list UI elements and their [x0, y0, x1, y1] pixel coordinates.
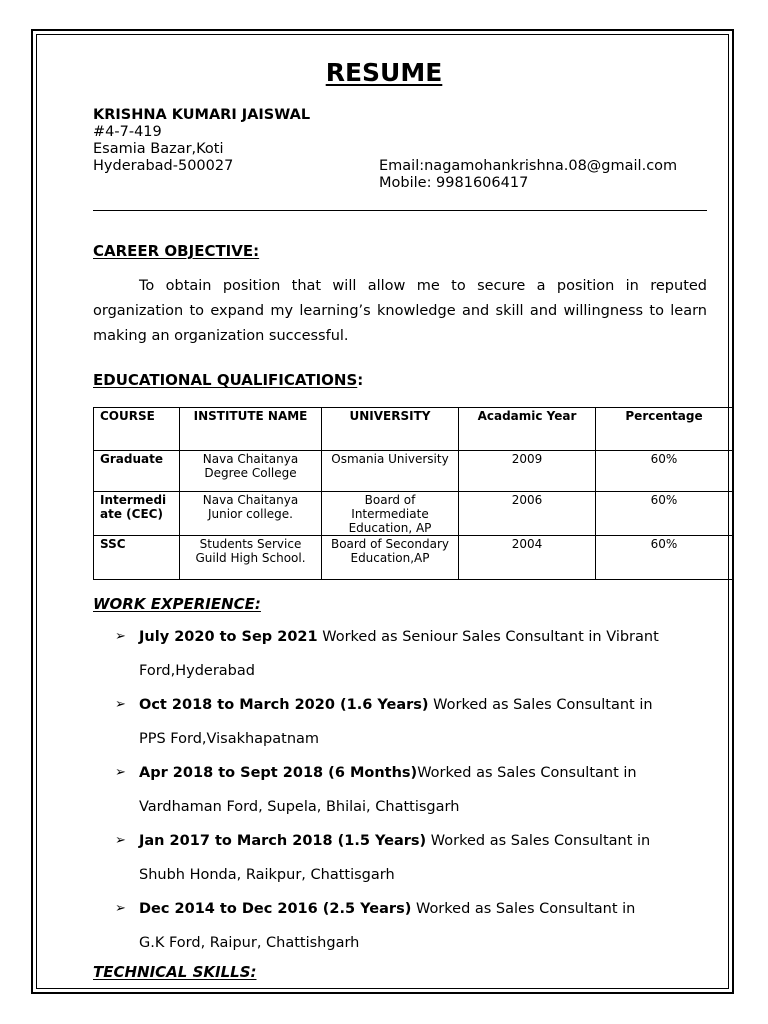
course-cell: SSC: [94, 536, 180, 580]
list-item: [93, 892, 733, 960]
work-period: Dec 2014 to Dec 2016 (2.5 Years): [139, 901, 412, 917]
work-experience-list: [93, 620, 733, 960]
arrow-bullet-icon: ➢: [115, 697, 126, 712]
year-cell: 2004: [459, 536, 596, 580]
education-table: [93, 407, 733, 580]
course-cell: Intermediate (CEC): [94, 492, 180, 536]
column-header-percentage: Percentage: [596, 408, 733, 451]
work-period: July 2020 to Sep 2021: [139, 629, 318, 645]
percentage-cell: 60%: [596, 451, 733, 492]
arrow-bullet-icon: ➢: [115, 833, 126, 848]
list-item: [93, 756, 733, 824]
arrow-bullet-icon: ➢: [115, 901, 126, 916]
work-description: Worked as Sales Consultant in: [411, 901, 636, 917]
course-cell: Graduate: [94, 451, 180, 492]
address-line-3: Hyderabad-500027: [93, 158, 234, 174]
column-header-university: UNIVERSITY: [322, 408, 459, 451]
column-header-course: COURSE: [94, 408, 180, 451]
table-row: [94, 536, 733, 580]
table-row: [94, 451, 733, 492]
percentage-cell: 60%: [596, 492, 733, 536]
university-cell: Board of Secondary Education,AP: [322, 536, 459, 580]
work-employer: PPS Ford,Visakhapatnam: [139, 731, 320, 747]
header-divider: [93, 210, 707, 211]
work-description: Worked as Seniour Sales Consultant in Vibrant: [317, 629, 659, 645]
institute-cell: Nava Chaitanya Degree College: [180, 451, 322, 492]
candidate-name: KRISHNA KUMARI JAISWAL: [93, 107, 311, 123]
university-cell: Osmania University: [322, 451, 459, 492]
work-employer: G.K Ford, Raipur, Chattishgarh: [139, 935, 360, 951]
table-header-row: [94, 408, 733, 451]
work-employer: Shubh Honda, Raikpur, Chattisgarh: [139, 867, 395, 883]
list-item: [93, 688, 733, 756]
address-line-1: #4-7-419: [93, 124, 162, 140]
institute-cell: Nava Chaitanya Junior college.: [180, 492, 322, 536]
mobile-text: Mobile: 9981606417: [379, 175, 529, 191]
list-item: [93, 620, 733, 688]
page-title: RESUME: [325, 58, 443, 87]
arrow-bullet-icon: ➢: [115, 765, 126, 780]
work-experience-heading: WORK EXPERIENCE:: [93, 595, 261, 613]
education-heading: [93, 371, 363, 389]
education-heading-text: EDUCATIONAL QUALIFICATIONS: [93, 371, 358, 389]
email-text: Email:nagamohankrishna.08@gmail.com: [379, 158, 678, 174]
column-header-year: Acadamic Year: [459, 408, 596, 451]
university-cell: Board of Intermediate Education, AP: [322, 492, 459, 536]
column-header-institute: INSTITUTE NAME: [180, 408, 322, 451]
work-description: Worked as Sales Consultant in: [417, 765, 637, 781]
table-row: [94, 492, 733, 536]
work-period: Apr 2018 to Sept 2018 (6 Months): [139, 765, 418, 781]
work-description: Worked as Sales Consultant in: [428, 697, 653, 713]
institute-cell: Students Service Guild High School.: [180, 536, 322, 580]
address-line-2: Esamia Bazar,Koti: [93, 141, 224, 157]
education-heading-colon: :: [357, 371, 364, 389]
list-item: [93, 824, 733, 892]
work-description: Worked as Sales Consultant in: [426, 833, 651, 849]
work-employer: Ford,Hyderabad: [139, 663, 255, 679]
work-period: Oct 2018 to March 2020 (1.6 Years): [139, 697, 429, 713]
technical-skills-heading: TECHNICAL SKILLS:: [93, 963, 257, 981]
year-cell: 2009: [459, 451, 596, 492]
work-period: Jan 2017 to March 2018 (1.5 Years): [139, 833, 427, 849]
arrow-bullet-icon: ➢: [115, 629, 126, 644]
career-objective-heading: CAREER OBJECTIVE:: [93, 242, 260, 260]
percentage-cell: 60%: [596, 536, 733, 580]
career-objective-text: To obtain position that will allow me to secure a position in reputed organization to expand my learning’s knowledge and skill and willingness to learn making an organization successful.: [93, 278, 707, 344]
year-cell: 2006: [459, 492, 596, 536]
work-employer: Vardhaman Ford, Supela, Bhilai, Chattisgarh: [139, 799, 460, 815]
